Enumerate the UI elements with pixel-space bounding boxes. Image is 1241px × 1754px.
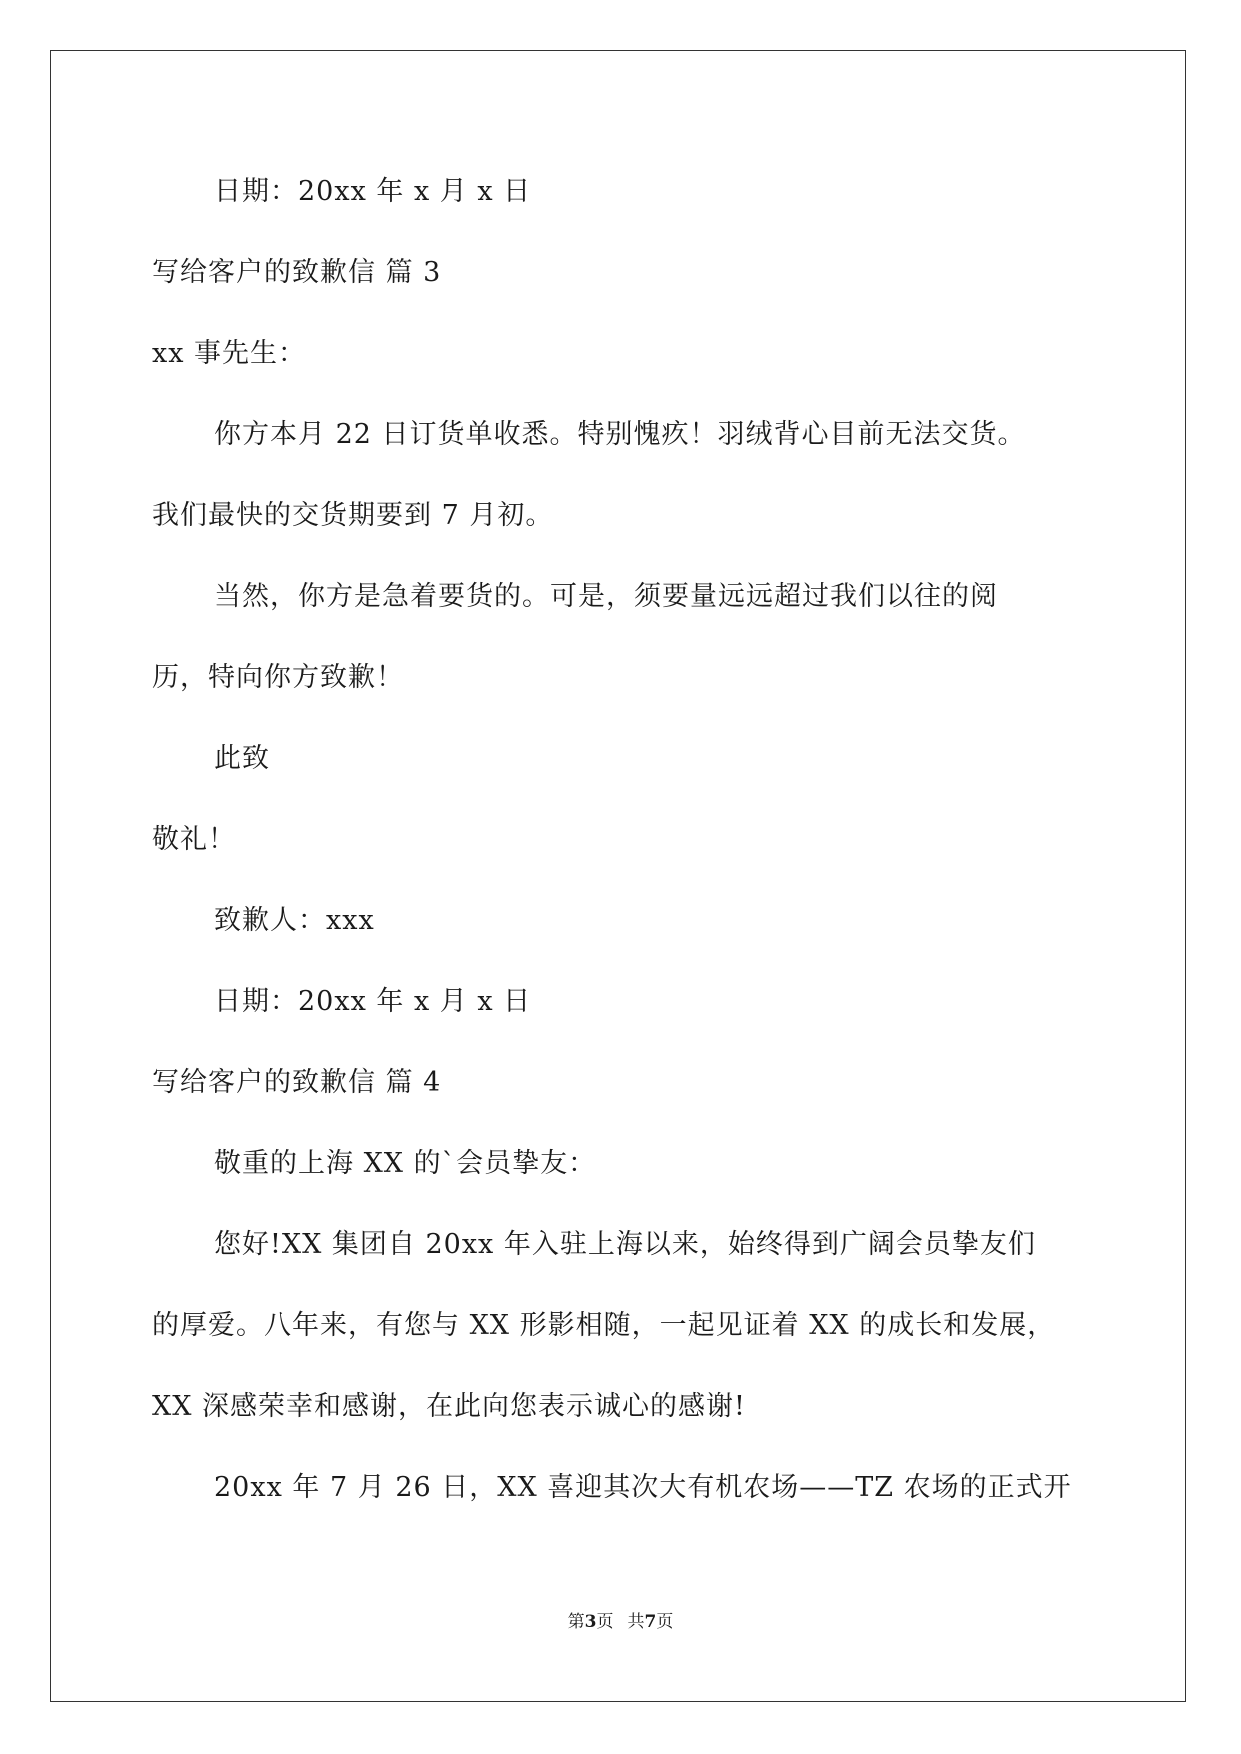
page-footer	[0, 1610, 1241, 1634]
date-line: 日期：20xx 年 x 月 x 日	[214, 986, 532, 1017]
date-line: 日期：20xx 年 x 月 x 日	[214, 176, 532, 207]
body-paragraph-line: 历，特向你方致歉！	[152, 662, 404, 693]
section-heading: 写给客户的致歉信 篇 4	[152, 1067, 442, 1098]
signature-line: 致歉人：xxx	[214, 905, 375, 936]
body-paragraph-line: XX 深感荣幸和感谢，在此向您表示诚心的感谢!	[152, 1391, 746, 1422]
page-current: 3	[584, 1612, 597, 1632]
page-total: 7	[644, 1612, 657, 1632]
salutation: xx 事先生：	[152, 338, 307, 369]
closing-line: 此致	[214, 743, 270, 774]
body-paragraph-line: 20xx 年 7 月 26 日，XX 喜迎其次大有机农场——TZ 农场的正式开	[214, 1472, 1072, 1503]
page-prefix: 第	[567, 1612, 585, 1632]
page-suffix: 页	[596, 1612, 614, 1632]
section-heading: 写给客户的致歉信 篇 3	[152, 257, 442, 288]
page-border	[50, 50, 1186, 1702]
total-prefix: 共	[627, 1612, 645, 1632]
body-paragraph-line: 的厚爱。八年来，有您与 XX 形影相随，一起见证着 XX 的成长和发展，	[152, 1310, 1056, 1341]
body-paragraph-line: 您好!XX 集团自 20xx 年入驻上海以来，始终得到广阔会员挚友们	[214, 1229, 1036, 1260]
body-paragraph-line: 我们最快的交货期要到 7 月初。	[152, 500, 554, 531]
body-paragraph-line: 当然，你方是急着要货的。可是，须要量远远超过我们以往的阅	[214, 581, 998, 612]
body-paragraph-line: 你方本月 22 日订货单收悉。特别愧疚！羽绒背心目前无法交货。	[214, 419, 1026, 450]
closing-regards: 敬礼！	[152, 824, 236, 855]
salutation: 敬重的上海 XX 的`会员挚友：	[214, 1148, 597, 1179]
total-suffix: 页	[656, 1612, 674, 1632]
